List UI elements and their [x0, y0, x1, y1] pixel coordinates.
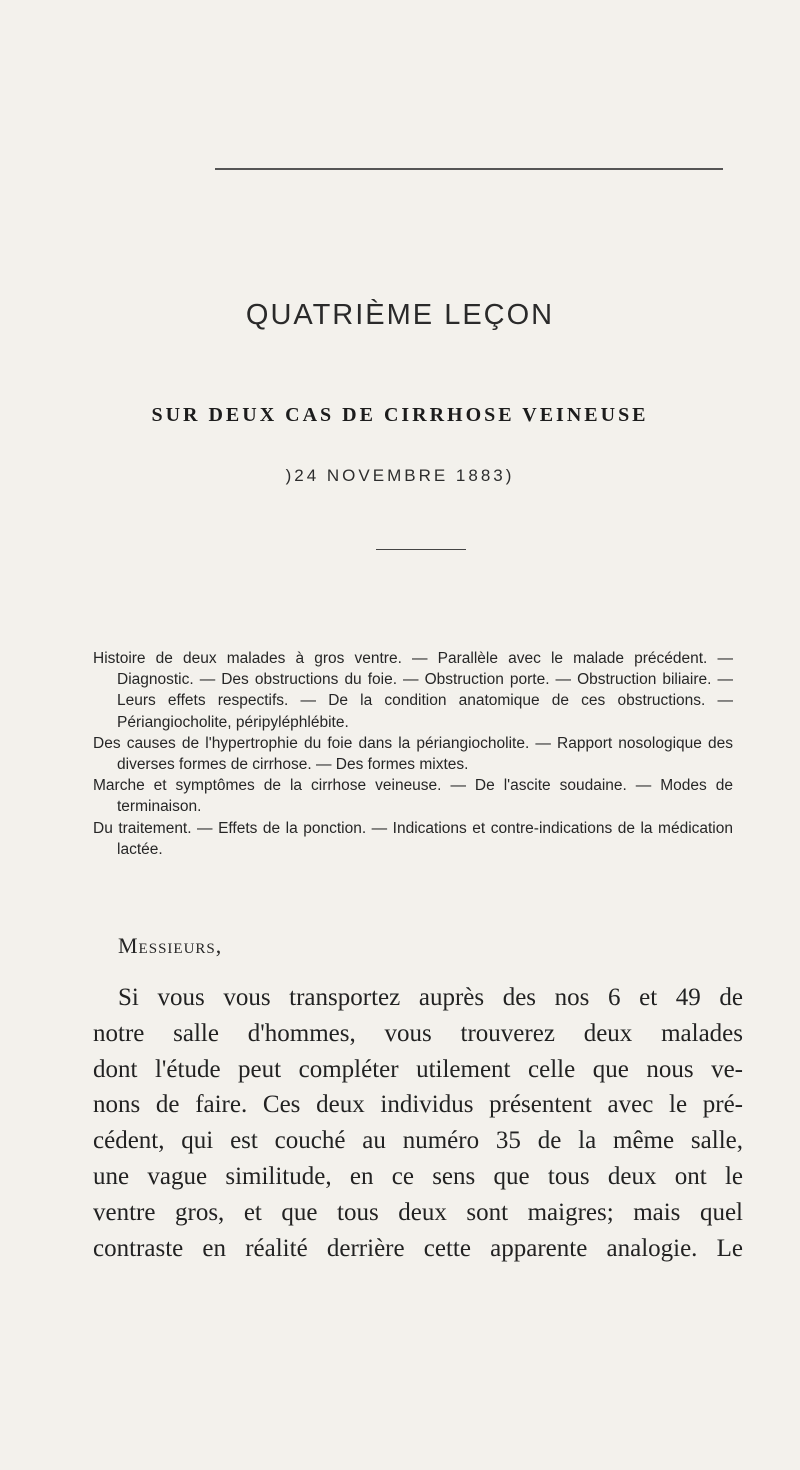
lecture-date: )24 NOVEMBRE 1883): [285, 466, 515, 485]
body-text: [93, 980, 743, 1266]
body-line: une vague similitude, en ce sens que tous deux ont le: [93, 1162, 743, 1190]
summary-paragraph: Marche et symptômes de la cirrhose veineuse. — De l'ascite soudaine. — Modes de terminaison.: [93, 777, 733, 816]
summary-paragraph: Histoire de deux malades à gros ventre. — Parallèle avec le malade précédent. — Diagnostic. — Des obstructions du foie. — Obstruction porte. — Obstruction biliaire. — Leurs effets respectifs. — De la condition anatomique de ces obstructions. — Périangiocholite, péripyléphlébite.: [93, 650, 733, 731]
body-line: cédent, qui est couché au numéro 35 de la même salle,: [93, 1127, 743, 1155]
section-divider: [376, 549, 466, 550]
body-line: contraste en réalité derrière cette apparente analogie. Le: [93, 1234, 743, 1262]
body-line: nons de faire. Ces deux individus présentent avec le pré-: [93, 1091, 743, 1119]
summary-paragraph: Des causes de l'hypertrophie du foie dans la périangiocholite. — Rapport nosologique des diverses formes de cirrhose. — Des formes mixtes.: [93, 734, 733, 774]
chapter-summary: [93, 648, 733, 860]
body-line: Si vous vous transportez auprès des nos 6 et 49 de: [118, 984, 743, 1011]
body-line: notre salle d'hommes, vous trouverez deux malades: [93, 1019, 743, 1047]
chapter-title: QUATRIÈME LEÇON: [245, 299, 555, 331]
body-line: dont l'étude peut compléter utilement celle que nous ve-: [93, 1055, 743, 1083]
top-rule: [215, 168, 723, 170]
salutation: Messieurs,: [118, 933, 223, 958]
chapter-subtitle: SUR DEUX CAS DE CIRRHOSE VEINEUSE: [151, 404, 649, 426]
summary-paragraph: Du traitement. — Effets de la ponction. — Indications et contre-indications de la médication lactée.: [93, 819, 733, 858]
body-line: ventre gros, et que tous deux sont maigres; mais quel: [93, 1198, 743, 1226]
